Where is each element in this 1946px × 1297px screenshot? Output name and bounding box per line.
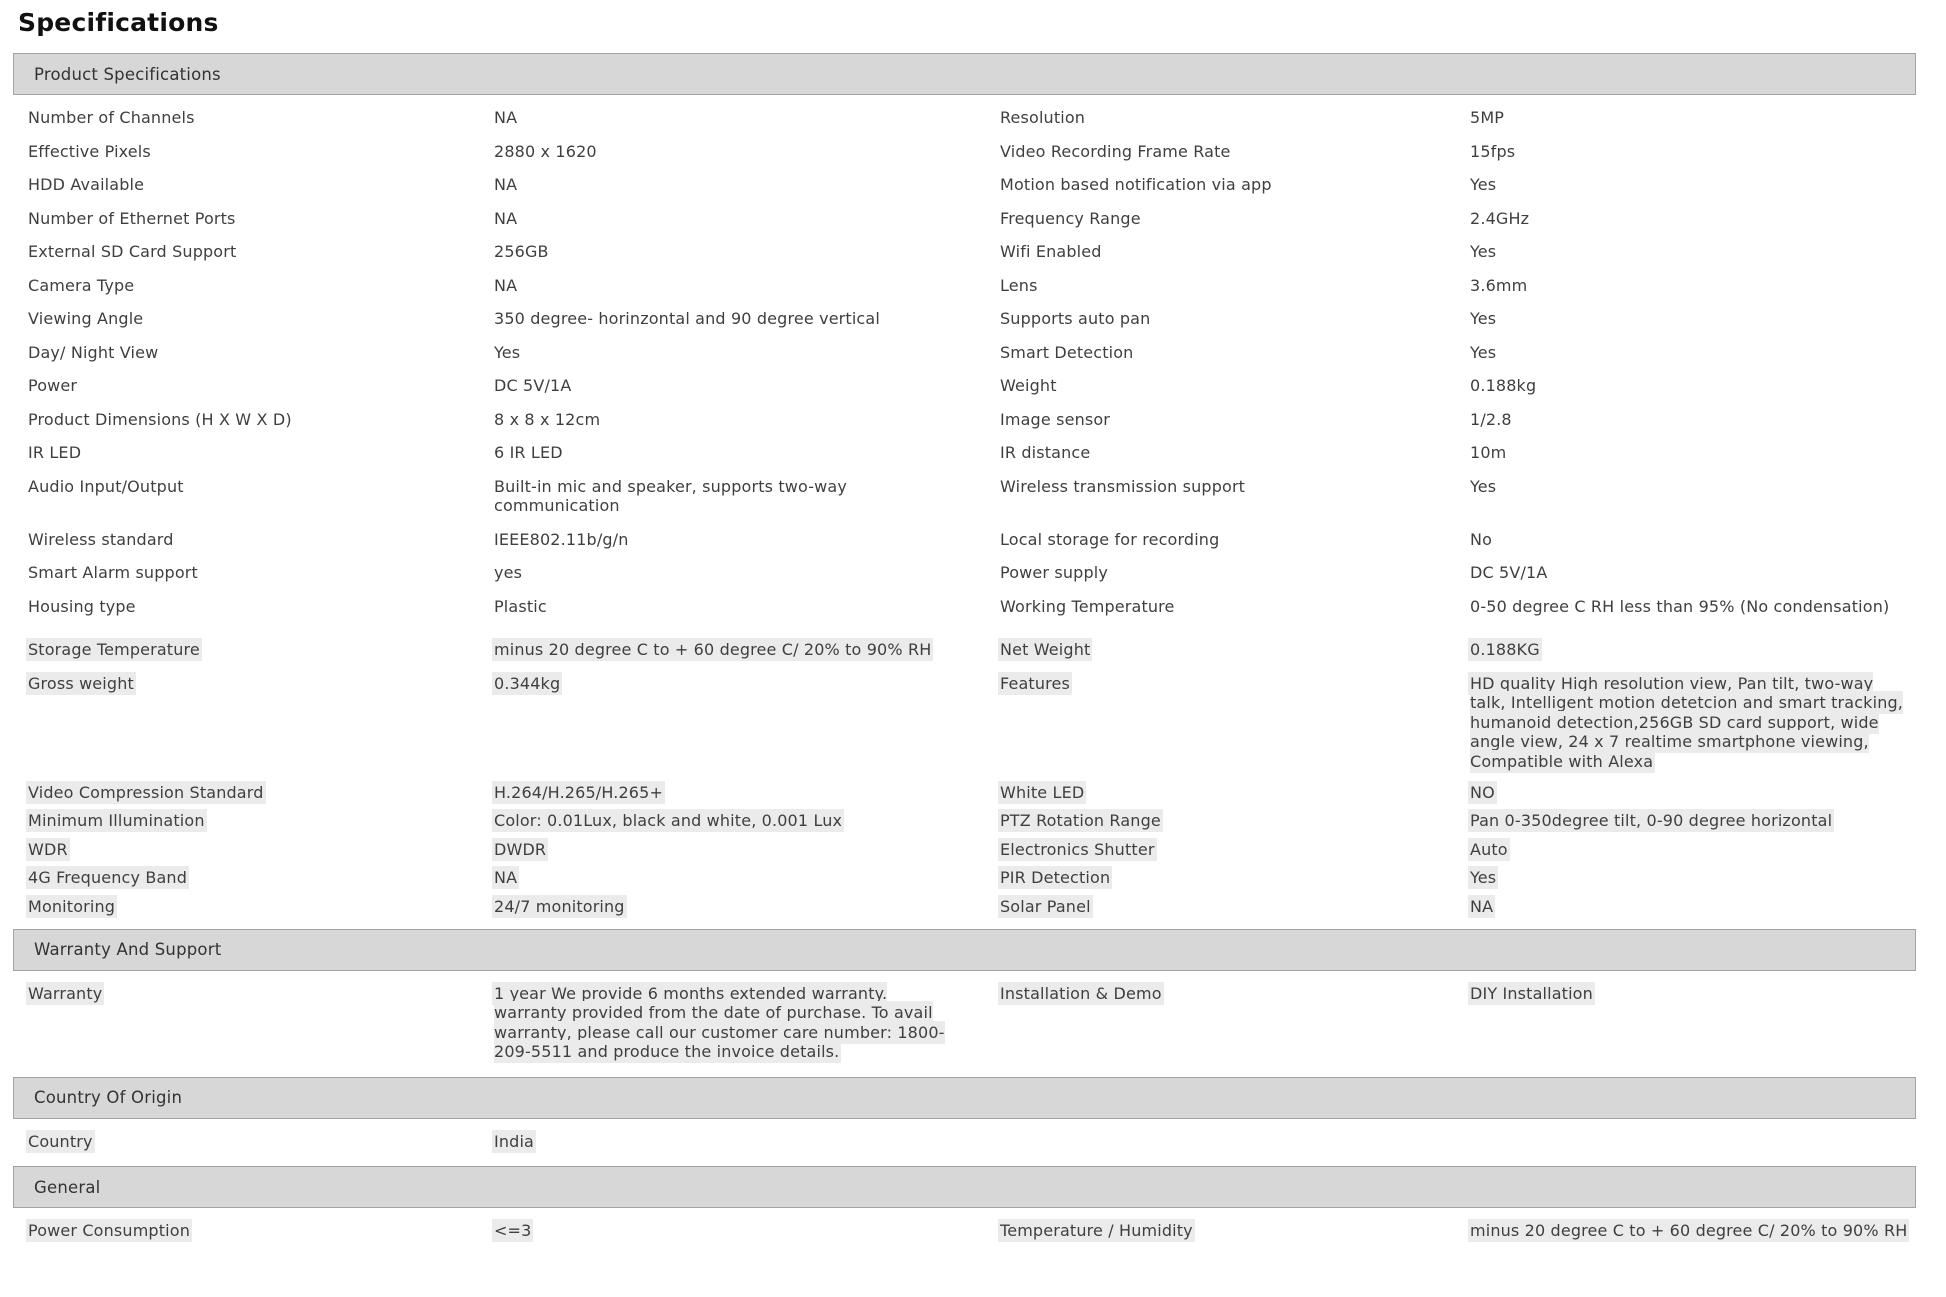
table-row (28, 892, 1916, 921)
spec-label-text: Power Consumption (28, 1221, 190, 1240)
spec-label-text: Smart Alarm support (28, 563, 198, 582)
spec-label-text: Temperature / Humidity (1000, 1221, 1193, 1240)
spec-value-text: minus 20 degree C to + 60 degree C/ 20% to 90% RH (1470, 1221, 1908, 1240)
spec-table (13, 53, 1916, 1250)
spec-label-text: PTZ Rotation Range (1000, 811, 1161, 830)
spec-value-text: Plastic (494, 596, 547, 616)
spec-value-text: NA (494, 175, 518, 194)
spec-label-text: Product Dimensions (H X W X D) (28, 409, 292, 429)
spec-value (494, 811, 1000, 831)
spec-label (1000, 783, 1470, 803)
spec-value (494, 597, 1000, 617)
spec-label (1000, 309, 1470, 329)
spec-value (1470, 376, 1916, 396)
spec-value (494, 674, 1000, 772)
table-row (28, 835, 1916, 864)
spec-value (1470, 175, 1916, 195)
spec-value (494, 897, 1000, 917)
spec-label-text: Wireless standard (28, 529, 174, 549)
spec-label (28, 674, 494, 772)
spec-value-text: Yes (1470, 309, 1497, 328)
spec-label (28, 477, 494, 516)
spec-value (1470, 897, 1916, 917)
spec-value (1470, 209, 1916, 229)
spec-label (1000, 897, 1470, 917)
spec-value-text: H.264/H.265/H.265+ (494, 782, 664, 802)
spec-label (28, 897, 494, 917)
spec-label-text: HDD Available (28, 175, 145, 194)
spec-label-text: Solar Panel (1000, 896, 1091, 916)
spec-value (494, 410, 1000, 430)
spec-value (494, 175, 1000, 195)
spec-value-text: 8 x 8 x 12cm (494, 409, 601, 429)
spec-value-text: minus 20 degree C to + 60 degree C/ 20% to 90% RH (494, 640, 932, 659)
table-row (28, 1214, 1916, 1248)
spec-value (1470, 1132, 1916, 1152)
spec-value (1470, 242, 1916, 262)
spec-value-text: Yes (494, 342, 521, 362)
spec-section (13, 53, 1916, 923)
spec-label (28, 309, 494, 329)
section-header-label: Warranty And Support (34, 940, 222, 959)
spec-label-text: White LED (1000, 782, 1085, 802)
spec-value (494, 376, 1000, 396)
spec-label (28, 1221, 494, 1241)
spec-value-text: 0.188KG (1470, 640, 1540, 659)
spec-section (13, 1166, 1916, 1250)
spec-value (494, 984, 1000, 1062)
spec-label-text: Audio Input/Output (28, 476, 184, 496)
section-header-label: Product Specifications (34, 64, 221, 84)
spec-label (1000, 477, 1470, 516)
table-row (28, 269, 1916, 303)
spec-label-text: Features (1000, 673, 1070, 693)
spec-value (1470, 343, 1916, 363)
spec-label-text: Day/ Night View (28, 342, 159, 362)
spec-label (1000, 343, 1470, 363)
spec-label-text: Smart Detection (1000, 342, 1134, 362)
spec-label-text: Monitoring (28, 896, 116, 916)
spec-label-text: Number of Channels (28, 108, 195, 127)
spec-value (1470, 276, 1916, 296)
spec-label (1000, 811, 1470, 831)
spec-label-text: External SD Card Support (28, 242, 237, 261)
table-row (28, 336, 1916, 370)
table-row (28, 556, 1916, 590)
table-row (28, 977, 1916, 1069)
spec-label (1000, 840, 1470, 860)
spec-label (1000, 209, 1470, 229)
spec-value (494, 868, 1000, 888)
spec-value (494, 343, 1000, 363)
spec-label (1000, 1132, 1470, 1152)
spec-label-text: Installation & Demo (1000, 983, 1162, 1003)
spec-value (494, 309, 1000, 329)
spec-label (28, 108, 494, 128)
spec-value (494, 563, 1000, 583)
spec-label (1000, 640, 1470, 660)
spec-value-text: Auto (1470, 839, 1508, 859)
spec-label-text: Warranty (28, 983, 103, 1003)
spec-label (1000, 597, 1470, 617)
table-row (28, 1125, 1916, 1159)
spec-label-text: Video Compression Standard (28, 782, 264, 802)
spec-value-text: NO (1470, 782, 1495, 802)
spec-label (28, 175, 494, 195)
spec-label (1000, 376, 1470, 396)
spec-label (28, 376, 494, 396)
spec-label (1000, 108, 1470, 128)
spec-value (1470, 984, 1916, 1062)
spec-value-text: DWDR (494, 839, 547, 859)
spec-value (494, 242, 1000, 262)
section-rows (13, 1119, 1916, 1161)
page-title: Specifications (18, 8, 219, 37)
spec-value-text: Yes (1470, 342, 1497, 362)
spec-value-text: 10m (1470, 443, 1507, 462)
spec-label (1000, 443, 1470, 463)
spec-value (1470, 443, 1916, 463)
spec-label-text: Video Recording Frame Rate (1000, 141, 1231, 161)
spec-value-text: 0.344kg (494, 673, 561, 693)
spec-value-text: India (494, 1131, 535, 1151)
spec-value (1470, 640, 1916, 660)
table-row (28, 523, 1916, 557)
spec-label-text: Resolution (1000, 108, 1086, 127)
spec-label-text: Camera Type (28, 275, 135, 295)
spec-label (28, 410, 494, 430)
spec-value-text: 3.6mm (1470, 275, 1528, 295)
spec-value (1470, 477, 1916, 516)
spec-value (494, 477, 1000, 516)
spec-value-text: No (1470, 529, 1493, 549)
section-header-label: Country Of Origin (34, 1088, 183, 1107)
spec-value-text: 350 degree- horinzontal and 90 degree vertical (494, 309, 880, 328)
spec-value (1470, 410, 1916, 430)
table-row (28, 403, 1916, 437)
spec-value (494, 783, 1000, 803)
spec-value (1470, 108, 1916, 128)
spec-label (1000, 1221, 1470, 1241)
spec-value (1470, 1221, 1916, 1241)
spec-label (28, 840, 494, 860)
spec-value-text: <=3 (494, 1221, 532, 1240)
table-row (28, 667, 1916, 779)
spec-value-text: Yes (1470, 476, 1497, 496)
spec-value-text: IEEE802.11b/g/n (494, 529, 629, 549)
spec-label (28, 276, 494, 296)
spec-label (1000, 276, 1470, 296)
table-row (28, 302, 1916, 336)
spec-label-text: Image sensor (1000, 409, 1111, 429)
spec-value (1470, 597, 1916, 617)
spec-label-text: IR LED (28, 443, 82, 462)
spec-label-text: Wifi Enabled (1000, 242, 1102, 261)
section-header (13, 1166, 1916, 1208)
spec-label (1000, 410, 1470, 430)
spec-value-text: Built-in mic and speaker, supports two-way communication (494, 476, 847, 515)
spec-label (28, 597, 494, 617)
spec-label (1000, 175, 1470, 195)
spec-value-text: 1 year We provide 6 months extended warranty. warranty provided from the date of purchase. To avail warranty, please call our customer care number: 1800-209-5511 and produce the invoice details. (494, 983, 945, 1061)
spec-value (1470, 868, 1916, 888)
spec-label-text: Gross weight (28, 673, 134, 693)
spec-label-text: Working Temperature (1000, 596, 1175, 616)
spec-label-text: IR distance (1000, 443, 1091, 462)
spec-value (1470, 530, 1916, 550)
table-row (28, 369, 1916, 403)
spec-value-text: 5MP (1470, 108, 1505, 127)
spec-value-text: 2880 x 1620 (494, 141, 597, 161)
spec-value-text: Yes (1470, 175, 1497, 194)
spec-value-text: 6 IR LED (494, 443, 563, 462)
table-row (28, 436, 1916, 470)
spec-label (28, 783, 494, 803)
section-header (13, 53, 1916, 95)
table-row (28, 633, 1916, 667)
spec-label (28, 443, 494, 463)
spec-value-text: DC 5V/1A (1470, 563, 1548, 582)
spec-label (1000, 868, 1470, 888)
spec-label-text: 4G Frequency Band (28, 868, 188, 887)
table-row (28, 778, 1916, 807)
table-row (28, 101, 1916, 135)
spec-value-text: NA (494, 108, 518, 127)
spec-value-text: Yes (1470, 242, 1497, 261)
spec-label-text: Country (28, 1131, 93, 1151)
table-row (28, 168, 1916, 202)
spec-value (1470, 811, 1916, 831)
spec-label (28, 343, 494, 363)
spec-label-text: PIR Detection (1000, 868, 1111, 887)
section-rows (13, 95, 1916, 923)
spec-value (1470, 674, 1916, 772)
spec-value (494, 108, 1000, 128)
spec-value (494, 640, 1000, 660)
spec-value (494, 443, 1000, 463)
spec-value-text: 0.188kg (1470, 376, 1537, 395)
spec-value-text: DIY Installation (1470, 983, 1593, 1003)
spec-label-text: Weight (1000, 376, 1057, 395)
spec-value (494, 276, 1000, 296)
spec-label-text: Local storage for recording (1000, 529, 1220, 549)
table-row (28, 135, 1916, 169)
spec-label (1000, 563, 1470, 583)
spec-label (1000, 674, 1470, 772)
section-header (13, 1077, 1916, 1119)
spec-value-text: DC 5V/1A (494, 376, 572, 395)
spec-label (28, 811, 494, 831)
spec-value-text: Yes (1470, 868, 1497, 887)
table-row (28, 235, 1916, 269)
spec-label-text: Minimum Illumination (28, 811, 205, 830)
spec-label-text: Effective Pixels (28, 141, 151, 161)
spec-value-text: 24/7 monitoring (494, 896, 625, 916)
spec-value-text: yes (494, 563, 523, 582)
spec-label-text: WDR (28, 839, 68, 859)
section-header-label: General (34, 1177, 101, 1197)
spec-label (1000, 530, 1470, 550)
spec-value-text: NA (1470, 896, 1494, 916)
spec-value-text: 0-50 degree C RH less than 95% (No condensation) (1470, 596, 1890, 616)
table-row (28, 470, 1916, 523)
spec-label-text: Viewing Angle (28, 309, 144, 328)
table-row (28, 807, 1916, 836)
spec-value (494, 142, 1000, 162)
spec-section (13, 929, 1916, 1071)
spec-label-text: Frequency Range (1000, 208, 1141, 228)
section-rows (13, 971, 1916, 1071)
spec-value-text: 2.4GHz (1470, 208, 1530, 228)
section-header (13, 929, 1916, 971)
spec-label (28, 984, 494, 1062)
spec-label-text: Electronics Shutter (1000, 839, 1155, 859)
spec-value-text: Pan 0-350degree tilt, 0-90 degree horizontal (1470, 811, 1833, 830)
spec-label (28, 142, 494, 162)
spec-label-text: Housing type (28, 596, 136, 616)
spec-label (28, 242, 494, 262)
spec-value (494, 1132, 1000, 1152)
table-row (28, 202, 1916, 236)
spec-label (28, 530, 494, 550)
table-row (28, 590, 1916, 624)
spec-label-text: Lens (1000, 275, 1038, 295)
spec-label (28, 868, 494, 888)
spec-value-text: NA (494, 208, 518, 228)
spec-label (1000, 142, 1470, 162)
spec-label-text: Net Weight (1000, 640, 1091, 659)
section-rows (13, 1208, 1916, 1250)
spec-value-text: HD quality High resolution view, Pan tilt, two-way talk, Intelligent motion detetcion and smart tracking, humanoid detection,256GB SD card support, wide angle view, 24 x 7 realtime smartphone viewing, Compatible with Alexa (1470, 673, 1904, 771)
spec-label (28, 209, 494, 229)
spec-label-text: Supports auto pan (1000, 309, 1151, 328)
spec-label-text: Power supply (1000, 563, 1108, 582)
spec-value-text: NA (494, 275, 518, 295)
spec-value (1470, 840, 1916, 860)
spec-value (1470, 142, 1916, 162)
spec-value-text: NA (494, 868, 518, 887)
spec-label-text: Power (28, 376, 78, 395)
spec-value (1470, 309, 1916, 329)
spec-section (13, 1077, 1916, 1161)
table-row (28, 864, 1916, 893)
spec-value-text: Color: 0.01Lux, black and white, 0.001 Lux (494, 811, 843, 830)
spec-label (1000, 984, 1470, 1062)
spec-value-text: 256GB (494, 242, 549, 261)
spec-value (494, 209, 1000, 229)
spec-label-text: Number of Ethernet Ports (28, 208, 236, 228)
spec-value (494, 1221, 1000, 1241)
spec-label (28, 563, 494, 583)
spec-label (28, 1132, 494, 1152)
spec-label (28, 640, 494, 660)
spec-value (494, 840, 1000, 860)
spec-value (494, 530, 1000, 550)
spec-value (1470, 563, 1916, 583)
spec-label-text: Wireless transmission support (1000, 476, 1246, 496)
spec-label-text: Motion based notification via app (1000, 175, 1272, 194)
spec-label-text: Storage Temperature (28, 640, 200, 659)
spec-value-text: 15fps (1470, 141, 1516, 161)
spec-label (1000, 242, 1470, 262)
spec-value-text: 1/2.8 (1470, 409, 1512, 429)
spec-value (1470, 783, 1916, 803)
